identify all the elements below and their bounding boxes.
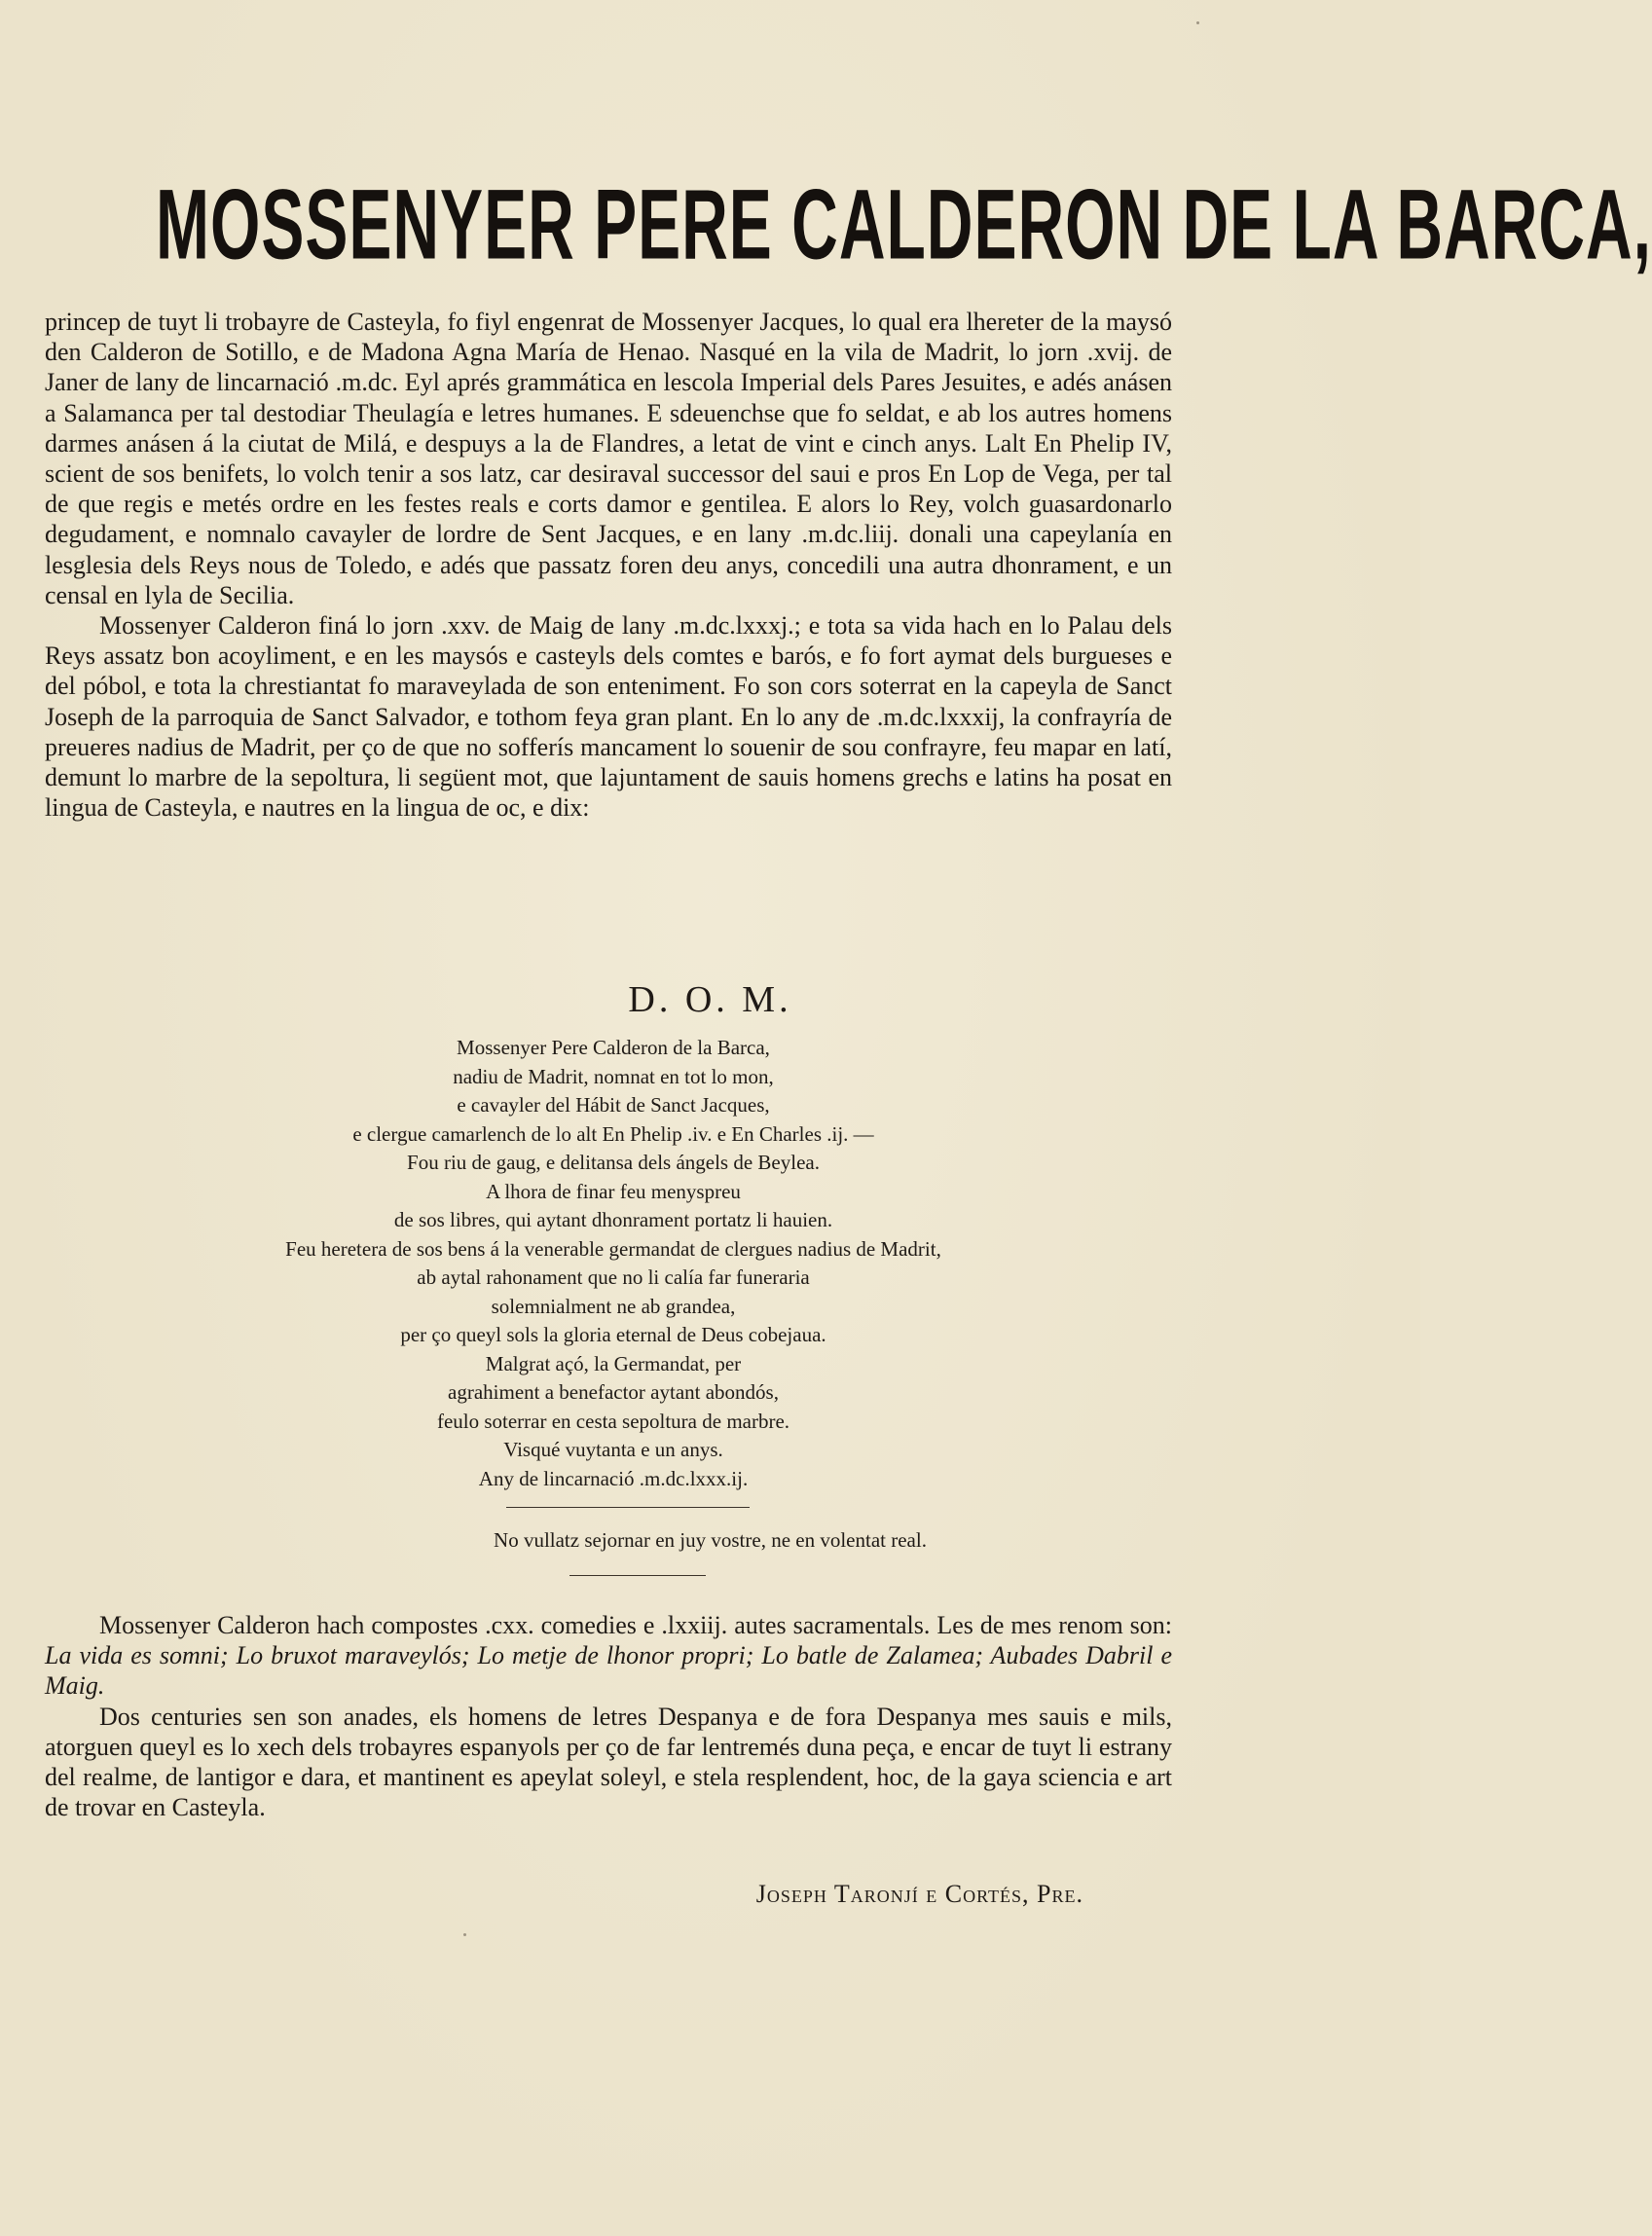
author-signature: Joseph Taronjí e Cortés, Pre. (755, 1880, 1083, 1908)
epitaph-line: agrahiment a benefactor aytant abondós, (448, 1380, 779, 1404)
paragraph: Dos centuries sen son anades, els homens de letres Despanya e de fora Despanya mes sauis e mils, atorguen queyl es lo xech dels trobayres espanyols per ço de far lentremés duna peça, e encar de tuyt li estrany del realme, de lantigor e dara, et mantinent es apeylat soleyl, e stela resplendent, hoc, de la gaya sciencia e art de trovar en Casteyla. (45, 1702, 1172, 1822)
paper-speck (463, 1933, 466, 1936)
epitaph-line: Mossenyer Pere Calderon de la Barca, (457, 1036, 770, 1059)
epitaph-line: Fou riu de gaug, e delitansa dels ángels de Beylea. (407, 1151, 820, 1174)
epitaph-line: per ço queyl sols la gloria eternal de Deus cobejaua. (400, 1323, 826, 1346)
biography-text (45, 307, 1172, 823)
epitaph-line: Malgrat açó, la Germandat, per (485, 1351, 742, 1375)
epitaph-heading: D. O. M. (628, 979, 792, 1020)
paper-speck (1196, 21, 1199, 24)
epitaph-line: ab aytal rahonament que no li calía far funeraria (417, 1265, 810, 1289)
epitaph-line: feulo soterrar en cesta sepoltura de marbre. (436, 1409, 790, 1433)
divider (569, 1575, 706, 1576)
divider (506, 1507, 750, 1508)
epitaph-line: e cavayler del Hábit de Sanct Jacques, (457, 1093, 770, 1117)
motto: No vullatz sejornar en juy vostre, ne en volentat real. (494, 1528, 927, 1552)
epitaph-inscription (175, 1034, 1051, 1493)
paragraph: princep de tuyt li trobayre de Casteyla, fo fiyl engenrat de Mossenyer Jacques, lo qual era lhereter de la maysó den Calderon de Sotillo, e de Madona Agna María de Henao. Nasqué en la vila de Madrit, lo jorn .xvij. de Janer de lany de lincarnació .m.dc. Eyl aprés grammática en lescola Imperial dels Pares Jesuites, e adés anásen a Salamanca per tal destodiar Theulagía e letres humanes. E sdeuenchse que fo seldat, e ab los autres homens darmes anásen á la ciutat de Milá, e despuys a la de Flandres, a letat de vint e cinch anys. Lalt En Phelip IV, scient de sos benifets, lo volch tenir a sos latz, car desiraval successor del saui e pros En Lop de Vega, per tal de que regis e metés ordre en les festes reals e corts damor e gentilea. E alors lo Rey, volch guasardonarlo degudament, e nomnalo cavayler de lordre de Sent Jacques, e en lany .m.dc.liij. donali una capeylanía en lesglesia dels Reys nous de Toledo, e adés que passatz foren deu anys, concedili una autra dhonrament, e un censal en lyla de Secilia. (45, 308, 1172, 609)
epitaph-line: A lhora de finar feu menyspreu (486, 1179, 741, 1203)
article-title: MOSSENYER PERE CALDERON DE LA BARCA, (156, 167, 1652, 280)
epitaph-line: solemnialment ne ab grandea, (491, 1294, 736, 1318)
epitaph-line: Feu heretera de sos bens á la venerable germandat de clergues nadius de Madrit, (285, 1236, 941, 1261)
paragraph (45, 1610, 1172, 1702)
epitaph-line: Any de lincarnació .m.dc.lxxx.ij. (478, 1466, 749, 1490)
epitaph-line: nadiu de Madrit, nomnat en tot lo mon, (453, 1064, 774, 1088)
paragraph-text: Mossenyer Calderon hach compostes .cxx. comedies e .lxxiij. autes sacramentals. Les de mes renom son: (99, 1611, 1172, 1639)
paragraph: Mossenyer Calderon finá lo jorn .xxv. de Maig de lany .m.dc.lxxxj.; e tota sa vida hach en lo Palau dels Reys assatz bon acoyliment, e en les maysós e casteyls dels comtes e barós, e fo fort aymat dels burgueses e del póbol, e tota la chrestiantat fo maraveylada de son enteniment. Fo son cors soterrat en la capeyla de Sanct Joseph de la parroquia de Sanct Salvador, e tothom feya gran plant. En lo any de .m.dc.lxxxij, la confrayría de preueres nadius de Madrit, per ço de que no sofferís mancament lo souenir de sou confrayre, feu mapar en latí, demunt lo marbre de la sepoltura, li següent mot, que lajuntament de sauis homens grechs e latins ha posat en lingua de Casteyla, e nautres en la lingua de oc, e dix: (45, 611, 1172, 823)
epitaph-line: de sos libres, qui aytant dhonrament portatz li hauien. (393, 1208, 833, 1231)
works-text (45, 1610, 1172, 1822)
epitaph-line: e clergue camarlench de lo alt En Phelip .iv. e En Charles .ij. — (352, 1121, 874, 1146)
epitaph-line: Visqué vuytanta e un anys. (503, 1438, 723, 1461)
work-titles: La vida es somni; Lo bruxot maraveylós; Lo metje de lhonor propri; Lo batle de Zalamea; Aubades Dabril e Maig. (45, 1641, 1172, 1701)
